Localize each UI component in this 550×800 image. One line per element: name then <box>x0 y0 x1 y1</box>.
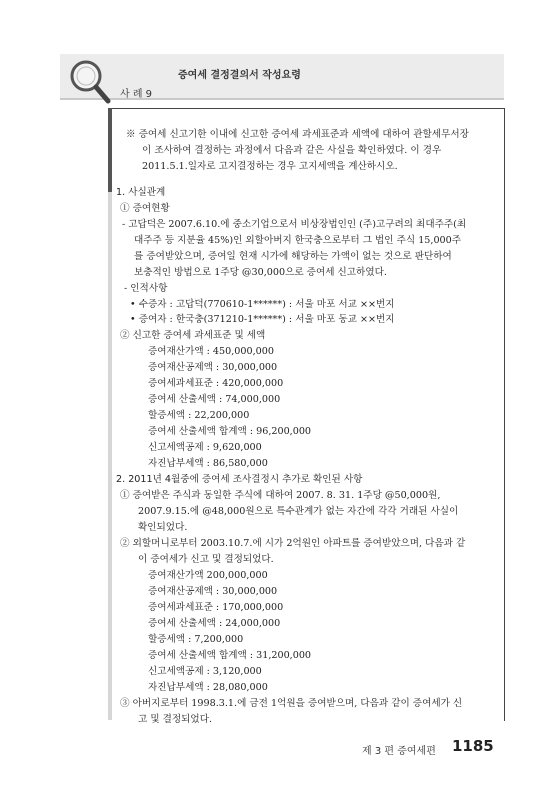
paragraph-line: 를 증여받았으며, 증여일 현재 시가에 해당하는 가액이 없는 것으로 판단하여 <box>134 251 452 262</box>
paragraph-line: 대주주 등 지분율 45%)인 외할아버지 한국충으로부터 그 법인 주식 15,000주 <box>134 235 462 246</box>
tax-item: 할증세액 : 7,200,000 <box>148 634 244 645</box>
tax-item: 증여세 산출세액 합계액 : 31,200,000 <box>148 650 312 661</box>
paragraph-line: 2007.9.15.에 @48,000원으로 특수관계가 없는 자간에 각각 거래된 사실이 <box>138 506 459 517</box>
tax-item: 증여재산공제액 : 30,000,000 <box>148 586 278 597</box>
intro-line: 이 조사하여 결정하는 과정에서 다음과 같은 사실을 확인하였다. 이 경우 <box>142 145 442 156</box>
persons-heading: - 인적사항 <box>124 283 168 294</box>
intro-line: ※ 증여세 신고기한 이내에 신고한 증여세 과세표준과 세액에 대하여 관할세무서장 <box>126 129 469 140</box>
subsection-heading: ② 신고한 증여세 과세표준 및 세액 <box>120 330 266 341</box>
tax-item: 증여세 산출세액 합계액 : 96,200,000 <box>148 426 312 437</box>
case-label: 사 례 9 <box>120 89 153 100</box>
page-title: 증여세 결정결의서 작성요령 <box>178 70 301 81</box>
page-number: 1185 <box>452 737 494 755</box>
paragraph-line: ② 외할머니로부터 2003.10.7.에 시가 2억원인 아파트를 증여받았으며, 다음과 같 <box>120 538 466 549</box>
subsection-heading: ① 증여현황 <box>120 203 170 214</box>
paragraph-line: 확인되었다. <box>138 522 188 533</box>
tax-item: 신고세액공제 : 9,620,000 <box>148 442 262 453</box>
tax-item: 증여재산가액 : 450,000,000 <box>148 346 274 357</box>
paragraph-line: 고 및 결정되었다. <box>138 714 213 725</box>
tax-item: 증여세과세표준 : 170,000,000 <box>148 602 284 613</box>
section-heading: 2. 2011년 4월중에 증여세 조사결정시 추가로 확인된 사항 <box>116 474 363 485</box>
paragraph-line: ③ 아버지로부터 1998.3.1.에 금전 1억원을 증여받으며, 다음과 같이 증여세가 신 <box>120 698 463 709</box>
tax-item: 증여세 산출세액 : 24,000,000 <box>148 618 281 629</box>
tax-item: 증여재산공제액 : 30,000,000 <box>148 362 278 373</box>
paragraph-line: ① 증여받은 주식과 동일한 주식에 대하여 2007. 8. 31. 1주당 @50,000원, <box>120 490 441 501</box>
person-item: • 증여자 : 한국충(371210-1******) : 서울 마포 동교 ××번지 <box>130 314 395 325</box>
paragraph-line: - 고답덕은 2007.6.10.에 중소기업으로서 비상장법인인 (주)고구려의 최대주주(최 <box>122 219 467 230</box>
tax-item: 자진납부세액 : 86,580,000 <box>148 458 268 469</box>
tax-item: 신고세액공제 : 3,120,000 <box>148 666 262 677</box>
tax-item: 증여재산가액 200,000,000 <box>148 570 268 581</box>
intro-line: 2011.5.1.일자로 고지결정하는 경우 고지세액을 계산하시오. <box>142 161 398 172</box>
magnifier-icon <box>66 56 114 106</box>
tax-item: 증여세과세표준 : 420,000,000 <box>148 378 284 389</box>
footer-section: 제 3 편 증여세편 <box>362 746 436 757</box>
tax-item: 증여세 산출세액 : 74,000,000 <box>148 394 281 405</box>
person-item: • 수증자 : 고답덕(770610-1******) : 서울 마포 서교 ××번지 <box>130 299 395 310</box>
tax-item: 자진납부세액 : 28,080,000 <box>148 682 268 693</box>
section-heading: 1. 사실관계 <box>116 187 166 198</box>
paragraph-line: 보충적인 방법으로 1주당 @30,000으로 증여세 신고하였다. <box>134 267 387 278</box>
tax-item: 할증세액 : 22,200,000 <box>148 410 250 421</box>
paragraph-line: 이 증여세가 신고 및 결정되었다. <box>138 554 274 565</box>
